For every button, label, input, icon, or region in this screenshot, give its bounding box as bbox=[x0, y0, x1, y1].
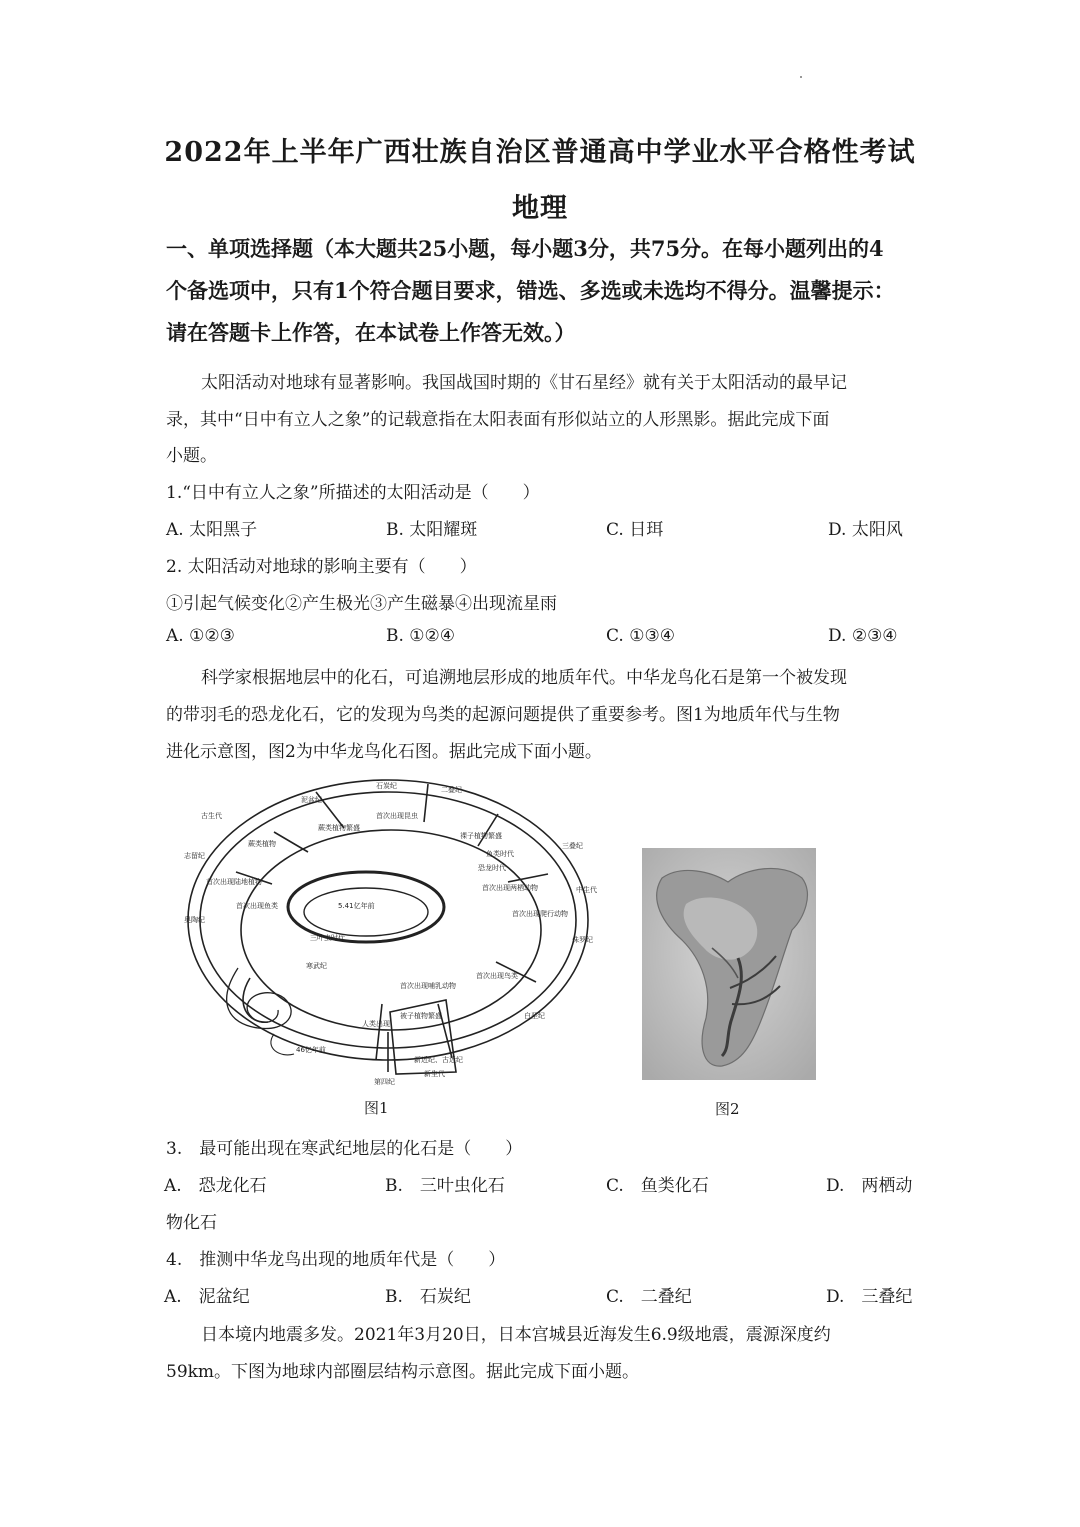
exam-title: 2022年上半年广西壮族自治区普通高中学业水平合格性考试 bbox=[164, 137, 916, 168]
label-fern-flourish: 蕨类植物繁盛 bbox=[318, 824, 360, 832]
label-angiosperms: 被子植物繁盛 bbox=[400, 1012, 442, 1020]
label-trilobite-era: 三叶虫时代 bbox=[310, 934, 345, 942]
q3-option-d: D. 两栖动 bbox=[826, 1176, 913, 1196]
q2-option-a: A. ①②③ bbox=[166, 626, 235, 646]
q2-option-b: B. ①②④ bbox=[386, 626, 456, 646]
subject-title: 地理 bbox=[512, 193, 568, 224]
q2-option-c: C. ①③④ bbox=[606, 626, 675, 646]
q2-statement: ①引起气候变化②产生极光③产生磁暴④出现流星雨 bbox=[166, 594, 557, 614]
label-cenozoic: 新生代 bbox=[424, 1070, 445, 1078]
figure2-caption: 图2 bbox=[715, 1100, 740, 1118]
label-mesozoic: 中生代 bbox=[576, 886, 597, 894]
q2-stem: 2. 太阳活动对地球的影响主要有（ ） bbox=[166, 557, 477, 577]
passage3-line-1: 日本境内地震多发。2021年3月20日，日本宫城县近海发生6.9级地震，震源深度约 bbox=[201, 1325, 831, 1345]
label-triassic: 三叠纪 bbox=[562, 842, 583, 850]
scan-speck bbox=[800, 76, 802, 78]
label-neogene-paleogene: 新近纪、古近纪 bbox=[414, 1056, 463, 1064]
q3-option-b: B. 三叶虫化石 bbox=[385, 1176, 505, 1196]
label-46ga: 46亿年前 bbox=[296, 1046, 326, 1054]
label-permian: 二叠纪 bbox=[441, 786, 462, 794]
q3-option-a: A. 恐龙化石 bbox=[164, 1176, 267, 1196]
passage1-line-3: 小题。 bbox=[166, 446, 217, 466]
label-ordovician: 奥陶纪 bbox=[184, 916, 205, 924]
q4-option-d: D. 三叠纪 bbox=[826, 1287, 913, 1307]
label-jurassic: 侏罗纪 bbox=[572, 936, 593, 944]
q4-stem: 4. 推测中华龙鸟出现的地质年代是（ ） bbox=[166, 1250, 506, 1270]
sinosauropteryx-fossil-photo bbox=[642, 848, 816, 1080]
label-ferns: 蕨类植物 bbox=[248, 840, 276, 848]
section-heading-line-1: 一、单项选择题（本大题共25小题，每小题3分，共75分。在每小题列出的4 bbox=[166, 236, 884, 261]
passage2-line-3: 进化示意图，图2为中华龙鸟化石图。据此完成下面小题。 bbox=[166, 742, 602, 762]
q4-option-b: B. 石炭纪 bbox=[385, 1287, 471, 1307]
passage3-line-2: 59km。下图为地球内部圈层结构示意图。据此完成下面小题。 bbox=[166, 1362, 640, 1382]
label-first-mammals: 首次出现哺乳动物 bbox=[400, 982, 456, 990]
passage2-line-1: 科学家根据地层中的化石，可追溯地层形成的地质年代。中华龙鸟化石是第一个被发现 bbox=[201, 668, 847, 688]
q3-option-d-wrap: 物化石 bbox=[166, 1213, 217, 1233]
passage1-line-1: 太阳活动对地球有显著影响。我国战国时期的《甘石星经》就有关于太阳活动的最早记 bbox=[201, 373, 847, 393]
q4-option-c: C. 二叠纪 bbox=[606, 1287, 692, 1307]
q3-stem: 3. 最可能出现在寒武纪地层的化石是（ ） bbox=[166, 1139, 523, 1159]
figure1-caption: 图1 bbox=[364, 1099, 389, 1117]
label-first-amphibians: 首次出现两栖动物 bbox=[482, 884, 538, 892]
geologic-time-spiral-figure bbox=[176, 772, 600, 1100]
label-dinosaur-era: 恐龙时代 bbox=[478, 864, 506, 872]
label-gymnosperms: 裸子植物繁盛 bbox=[460, 832, 502, 840]
label-quaternary: 第四纪 bbox=[374, 1078, 395, 1086]
section-heading-line-3: 请在答题卡上作答，在本试卷上作答无效。） bbox=[166, 320, 576, 345]
label-cretaceous: 白垩纪 bbox=[524, 1012, 545, 1020]
label-first-reptiles: 首次出现爬行动物 bbox=[512, 910, 568, 918]
passage2-line-2: 的带羽毛的恐龙化石，它的发现为鸟类的起源问题提供了重要参考。图1为地质年代与生物 bbox=[166, 705, 840, 725]
label-first-insects: 首次出现昆虫 bbox=[376, 812, 418, 820]
label-silurian: 志留纪 bbox=[184, 852, 205, 860]
q1-stem: 1.“日中有立人之象”所描述的太阳活动是（ ） bbox=[166, 483, 540, 503]
q1-option-a: A. 太阳黑子 bbox=[166, 520, 258, 540]
q1-option-b: B. 太阳耀斑 bbox=[386, 520, 478, 540]
label-first-birds: 首次出现鸟类 bbox=[476, 972, 518, 980]
q2-option-d: D. ②③④ bbox=[828, 626, 898, 646]
label-carboniferous: 石炭纪 bbox=[376, 782, 397, 790]
q1-option-d: D. 太阳风 bbox=[828, 520, 903, 540]
q3-option-c: C. 鱼类化石 bbox=[606, 1176, 709, 1196]
label-first-land-plants: 首次出现陆地植物 bbox=[206, 878, 262, 886]
passage1-line-2: 录，其中“日中有立人之象”的记载意指在太阳表面有形似站立的人形黑影。据此完成下面 bbox=[166, 410, 830, 430]
label-first-fish: 首次出现鱼类 bbox=[236, 902, 278, 910]
label-humans: 人类出现 bbox=[362, 1020, 390, 1028]
label-paleozoic: 古生代 bbox=[201, 812, 222, 820]
label-541ma: 5.41亿年前 bbox=[338, 902, 375, 910]
q1-option-c: C. 日珥 bbox=[606, 520, 664, 540]
label-fish-era: 鱼类时代 bbox=[486, 850, 514, 858]
q4-option-a: A. 泥盆纪 bbox=[164, 1287, 250, 1307]
section-heading-line-2: 个备选项中，只有1个符合题目要求，错选、多选或未选均不得分。温馨提示： bbox=[166, 278, 895, 303]
label-devonian: 泥盆纪 bbox=[301, 796, 322, 804]
label-cambrian: 寒武纪 bbox=[306, 962, 327, 970]
